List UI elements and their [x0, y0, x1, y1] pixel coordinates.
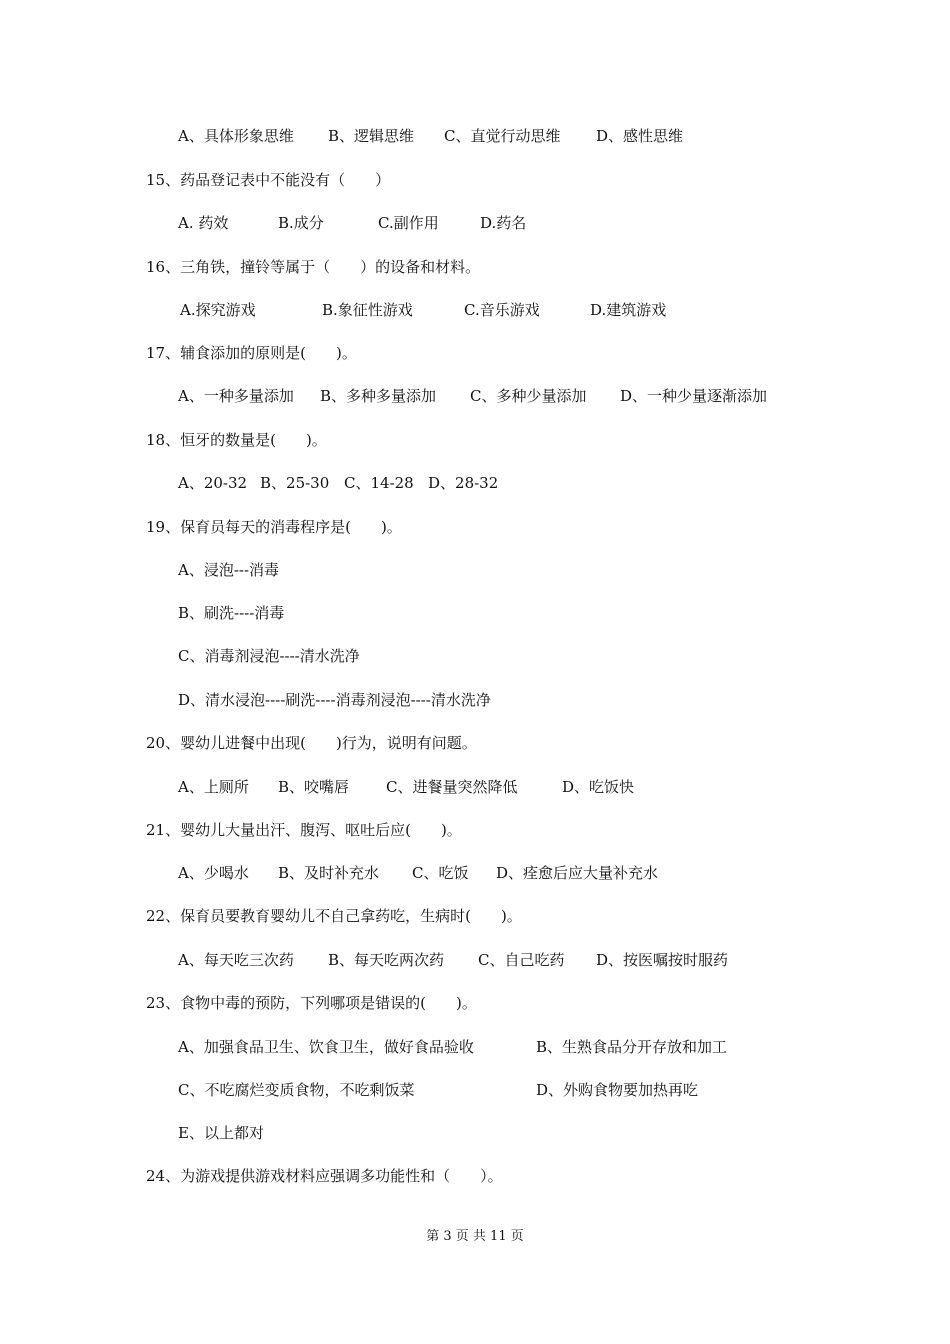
- q19-option-b: B、刷洗----消毒: [178, 604, 285, 622]
- page-number: 第 3 页 共 11 页: [426, 1229, 524, 1244]
- q15-option-a: A. 药效: [178, 214, 229, 232]
- q21-option-a: A、少喝水: [178, 864, 249, 882]
- q20-stem: 20、婴幼儿进餐中出现( )行为，说明有问题。: [146, 734, 477, 752]
- q23-option-c: C、不吃腐烂变质食物，不吃剩饭菜: [178, 1081, 415, 1099]
- q24-stem: 24、为游戏提供游戏材料应强调多功能性和（ ）。: [146, 1167, 503, 1185]
- q17-option-d: D、一种少量逐渐添加: [620, 387, 768, 405]
- q21-stem: 21、婴幼儿大量出汗、腹泻、呕吐后应( )。: [146, 821, 462, 839]
- q17-stem: 17、辅食添加的原则是( )。: [146, 344, 357, 362]
- q22-option-d: D、按医嘱按时服药: [596, 951, 729, 969]
- q20-option-a: A、上厕所: [178, 778, 249, 796]
- q22-option-b: B、每天吃两次药: [328, 951, 445, 969]
- q19-option-c: C、消毒剂浸泡----清水洗净: [178, 647, 360, 665]
- q18-option-c: C、14-28: [344, 474, 414, 492]
- q17-option-b: B、多种多量添加: [320, 387, 437, 405]
- q15-option-d: D.药名: [480, 214, 527, 232]
- q14-option-c: C、直觉行动思维: [444, 127, 561, 145]
- q22-stem: 22、保育员要教育婴幼儿不自己拿药吃，生病时( )。: [146, 907, 522, 925]
- q21-option-d: D、痊愈后应大量补充水: [496, 864, 659, 882]
- q18-option-a: A、20-32: [178, 474, 248, 492]
- q14-option-b: B、逻辑思维: [328, 127, 415, 145]
- q20-option-b: B、咬嘴唇: [278, 778, 350, 796]
- q20-option-c: C、进餐量突然降低: [386, 778, 518, 796]
- q19-stem: 19、保育员每天的消毒程序是( )。: [146, 518, 402, 536]
- q23-stem: 23、食物中毒的预防，下列哪项是错误的( )。: [146, 994, 477, 1012]
- q19-option-d: D、清水浸泡----刷洗----消毒剂浸泡----清水洗净: [178, 691, 491, 709]
- q14-option-a: A、具体形象思维: [178, 127, 294, 145]
- q23-option-b: B、生熟食品分开存放和加工: [536, 1038, 728, 1056]
- q18-option-d: D、28-32: [428, 474, 499, 492]
- q23-option-d: D、外购食物要加热再吃: [536, 1081, 699, 1099]
- q21-option-c: C、吃饭: [412, 864, 469, 882]
- q16-option-a: A.探究游戏: [180, 301, 256, 319]
- q17-option-c: C、多种少量添加: [470, 387, 587, 405]
- q15-stem: 15、药品登记表中不能没有（ ）: [146, 171, 391, 189]
- q21-option-b: B、及时补充水: [278, 864, 380, 882]
- q16-option-c: C.音乐游戏: [464, 301, 540, 319]
- q20-option-d: D、吃饭快: [562, 778, 635, 796]
- q19-option-a: A、浸泡---消毒: [178, 561, 280, 579]
- q18-option-b: B、25-30: [260, 474, 330, 492]
- q22-option-a: A、每天吃三次药: [178, 951, 294, 969]
- q15-option-c: C.副作用: [378, 214, 439, 232]
- q23-option-e: E、以上都对: [178, 1124, 264, 1142]
- q16-stem: 16、三角铁，撞铃等属于（ ）的设备和材料。: [146, 258, 481, 276]
- q16-option-b: B.象征性游戏: [322, 301, 413, 319]
- q23-option-a: A、加强食品卫生、饮食卫生，做好食品验收: [178, 1038, 474, 1056]
- q14-option-d: D、感性思维: [596, 127, 684, 145]
- q18-stem: 18、恒牙的数量是( )。: [146, 431, 327, 449]
- q16-option-d: D.建筑游戏: [590, 301, 667, 319]
- q15-option-b: B.成分: [278, 214, 324, 232]
- q17-option-a: A、一种多量添加: [178, 387, 294, 405]
- q22-option-c: C、自己吃药: [478, 951, 565, 969]
